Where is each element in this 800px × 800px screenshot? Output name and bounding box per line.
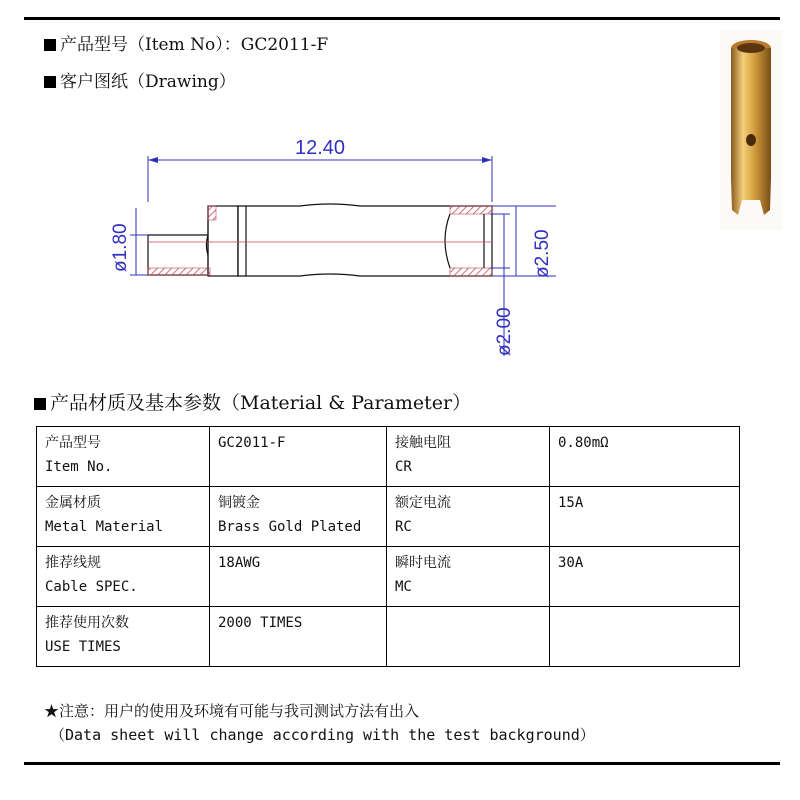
table-cell <box>387 547 550 607</box>
diameter-1-80-label: ø1.80 <box>110 223 131 272</box>
table-cell <box>210 607 387 667</box>
cell-zh: 18AWG <box>218 555 261 571</box>
table-cell <box>550 487 740 547</box>
hatch-bottom-left <box>148 268 210 275</box>
material-parameter-heading <box>34 388 471 415</box>
table-cell <box>387 427 550 487</box>
table-cell <box>210 487 387 547</box>
cell-en: Cable SPEC. <box>45 579 138 595</box>
cell-zh: 额定电流 <box>395 495 451 511</box>
cell-en: USE TIMES <box>45 639 121 655</box>
cell-en: Metal Material <box>45 519 164 535</box>
cell-zh: 产品型号 <box>45 435 101 451</box>
diameter-2-00-label: ø2.00 <box>494 307 515 356</box>
item-number-text: 产品型号（Item No）：GC2011-F <box>60 35 329 55</box>
cell-zh: 0.80mΩ <box>558 435 609 451</box>
table-row <box>37 607 740 667</box>
material-parameter-text: 产品材质及基本参数（Material & Parameter） <box>50 392 472 414</box>
cell-en: Item No. <box>45 459 113 475</box>
table-cell <box>37 427 210 487</box>
product-photo <box>720 30 782 230</box>
hatch-top-right <box>450 206 492 214</box>
table-row <box>37 427 740 487</box>
drawing-heading-text: 客户图纸（Drawing） <box>60 72 236 92</box>
item-number-heading <box>44 30 328 55</box>
technical-drawing <box>100 120 560 360</box>
cell-zh: 30A <box>558 555 584 571</box>
note-chinese: ★注意：用户的使用及环境有可能与我司测试方法有出入 <box>44 702 420 720</box>
table-cell <box>210 427 387 487</box>
square-bullet-icon <box>44 76 56 88</box>
cell-en: Brass Gold Plated <box>218 519 362 535</box>
cell-en: RC <box>395 519 412 535</box>
bottom-rule <box>24 762 780 765</box>
length-label: 12.40 <box>294 137 346 159</box>
table-cell <box>550 607 740 667</box>
cell-zh: 金属材质 <box>45 495 101 511</box>
table-row <box>37 547 740 607</box>
hatch-bottom-right <box>450 268 492 276</box>
cell-zh: 15A <box>558 495 584 511</box>
table-cell <box>210 547 387 607</box>
cell-zh: GC2011-F <box>218 435 286 451</box>
table-cell <box>37 487 210 547</box>
square-bullet-icon <box>44 39 56 51</box>
cell-zh: 瞬时电流 <box>395 555 451 571</box>
diameter-2-50-label: ø2.50 <box>532 229 553 278</box>
table-row <box>37 487 740 547</box>
table-cell <box>387 487 550 547</box>
hatch-top-left <box>208 206 216 220</box>
table-cell <box>550 427 740 487</box>
drawing-heading <box>44 67 236 92</box>
parameter-table <box>36 426 740 667</box>
part-outline <box>148 204 492 276</box>
cell-zh: 推荐线规 <box>45 555 101 571</box>
cell-zh: 推荐使用次数 <box>45 615 129 631</box>
cell-zh: 铜镀金 <box>218 495 260 511</box>
cell-zh: 接触电阻 <box>395 435 451 451</box>
note-english: （Data sheet will change according with the test background） <box>50 726 595 744</box>
square-bullet-icon <box>34 398 46 410</box>
table-cell <box>387 607 550 667</box>
table-cell <box>550 547 740 607</box>
table-cell <box>37 547 210 607</box>
table-cell <box>37 607 210 667</box>
cell-en: CR <box>395 459 412 475</box>
cell-zh: 2000 TIMES <box>218 615 303 631</box>
top-rule <box>24 17 780 20</box>
cell-en: MC <box>395 579 412 595</box>
